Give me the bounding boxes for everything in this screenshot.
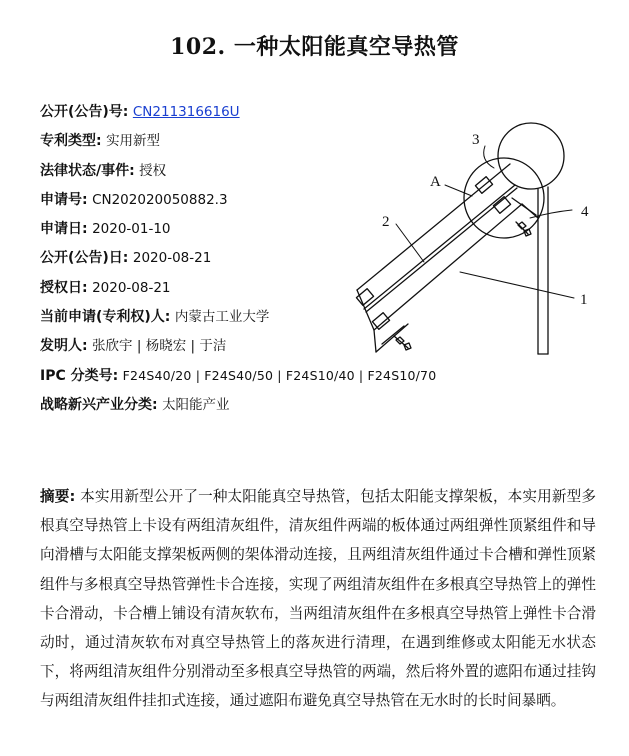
field-patent-type (40, 131, 380, 160)
field-label: 当前申请(专利权)人: (40, 309, 171, 326)
field-label: IPC 分类号: (40, 367, 119, 384)
patent-drawing (352, 112, 614, 370)
field-value: 授权 (139, 162, 167, 179)
leader-lines (396, 146, 574, 298)
abstract-text: 本实用新型公开了一种太阳能真空导热管，包括太阳能支撑架板，本实用新型多根真空导热管上卡设有两组清灰组件，清灰组件两端的板体通过两组弹性顶紧组件和导向滑槽与太阳能支撑架板两侧的架体滑动连接，且两组清灰组件通过卡合槽和弹性顶紧组件与多根真空导热管弹性卡合连接，实现了两组清灰组件在多根真空导热管上的弹性卡合滑动，卡合槽上铺设有清灰软布，当两组清灰组件在多根真空导热管上弹性卡合滑动时，通过清灰软布对真空导热管上的落灰进行清理，在遇到维修或太阳能无水状态下，将两组清灰组件分别滑动至多根真空导热管的两端，然后将外置的遮阳布通过挂钩与两组清灰组件挂扣式连接，通过遮阳布避免真空导热管在无水时的长时间暴晒。 (40, 488, 596, 710)
field-label: 公开(公告)日: (40, 250, 129, 267)
field-applicant (40, 307, 380, 336)
field-label: 公开(公告)号: (40, 104, 129, 120)
field-pub-no (40, 102, 380, 131)
page-title: 102. 一种太阳能真空导热管 (170, 34, 459, 60)
field-value: 太阳能产业 (162, 396, 230, 413)
field-label: 法律状态/事件: (40, 162, 135, 179)
field-value: 内蒙古工业大学 (174, 309, 270, 326)
cleaning-assembly (356, 177, 510, 330)
abstract-label: 摘要: (40, 488, 76, 505)
field-value: 2020-08-21 (92, 279, 171, 296)
label-3: 3 (472, 132, 480, 148)
field-value: 实用新型 (106, 133, 161, 150)
publication-number-link[interactable]: CN211316616U (132, 104, 240, 120)
abstract (40, 482, 596, 716)
field-grant-date (40, 278, 380, 307)
field-inventors (40, 336, 380, 365)
field-label: 战略新兴产业分类: (40, 396, 158, 413)
field-label: 授权日: (40, 279, 88, 296)
support-frame (357, 164, 538, 352)
field-label: 专利类型: (40, 133, 102, 150)
field-pub-date (40, 248, 380, 277)
label-a: A (430, 174, 441, 190)
field-label: 申请号: (40, 191, 88, 208)
field-app-no (40, 190, 380, 219)
label-2: 2 (382, 214, 390, 230)
field-value: F24S40/20 | F24S40/50 | F24S10/40 | F24S10/70 (122, 367, 437, 383)
field-label: 申请日: (40, 221, 88, 238)
field-legal-status (40, 161, 380, 190)
field-industry (40, 395, 380, 424)
field-app-date (40, 219, 380, 248)
field-value: 张欣宇 | 杨晓宏 | 于洁 (92, 338, 227, 355)
field-value: 2020-01-10 (92, 221, 171, 238)
field-value: CN202020050882.3 (92, 191, 228, 208)
patent-metadata (40, 102, 437, 424)
label-4: 4 (581, 204, 589, 220)
spring-bolt-bottom (394, 336, 411, 350)
field-ipc (40, 366, 437, 395)
label-1: 1 (580, 292, 588, 308)
field-label: 发明人: (40, 338, 88, 355)
field-value: 2020-08-21 (132, 250, 212, 267)
